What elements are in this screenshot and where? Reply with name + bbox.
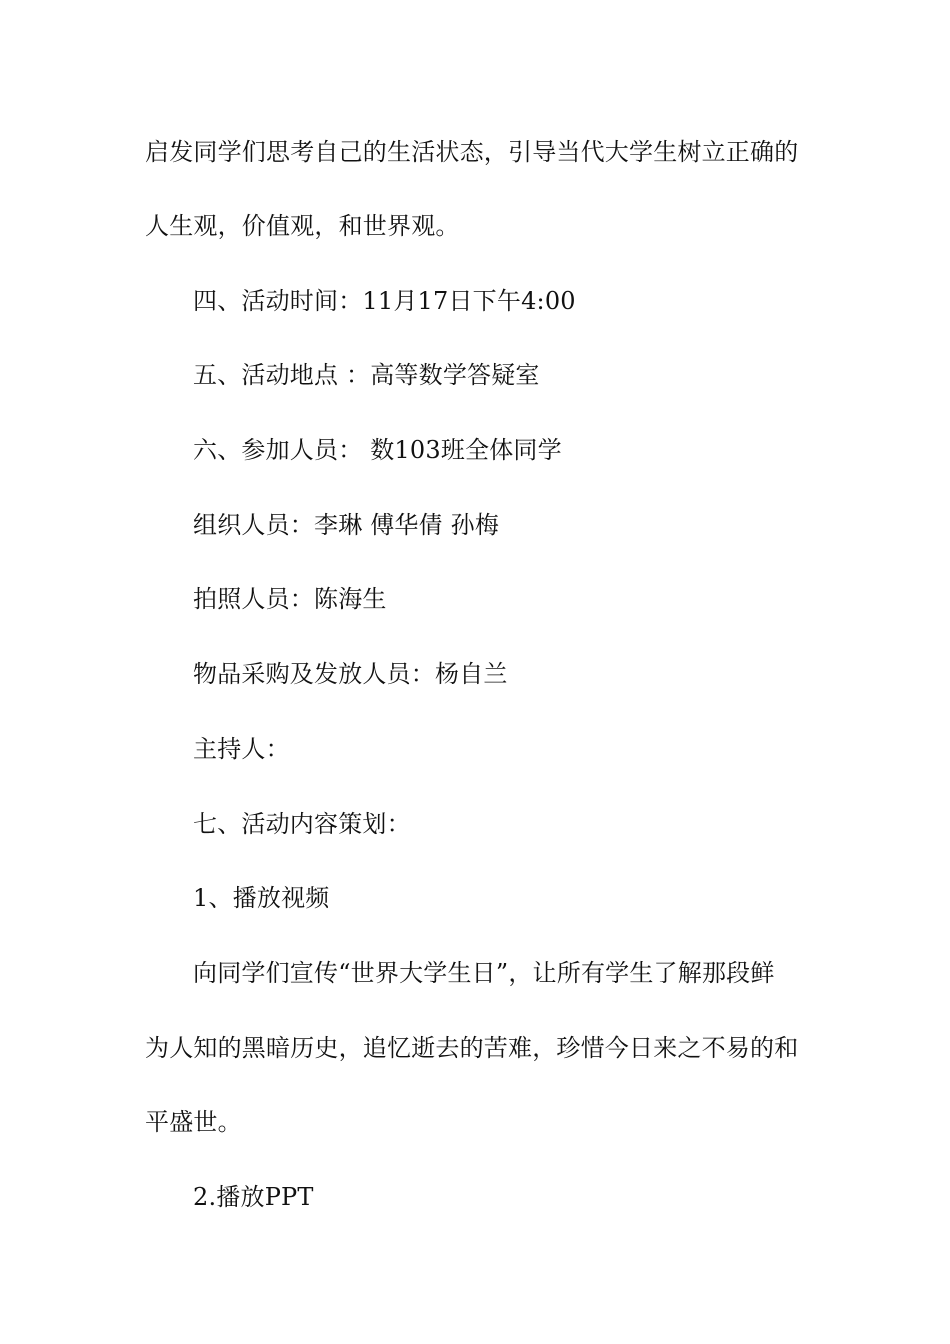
- paragraph-line: 启发同学们思考自己的生活状态，引导当代大学生树立正确的: [145, 138, 799, 166]
- list-item: 1、播放视频: [193, 884, 330, 912]
- paragraph-line: 向同学们宣传“世界大学生日”，让所有学生了解那段鲜: [193, 959, 775, 987]
- list-item: 2.播放PPT: [193, 1183, 314, 1211]
- paragraph-line: 平盛世。: [145, 1108, 242, 1136]
- section-heading: 七、活动内容策划：: [193, 810, 411, 838]
- host: 主持人：: [193, 735, 290, 763]
- participants: 六、参加人员： 数103班全体同学: [193, 436, 562, 464]
- activity-time: 四、活动时间：11月17日下午4:00: [193, 287, 576, 315]
- photographer: 拍照人员：陈海生: [193, 585, 387, 613]
- procurement-staff: 物品采购及发放人员：杨自兰: [193, 660, 508, 688]
- paragraph-line: 人生观，价值观，和世界观。: [145, 212, 460, 240]
- activity-location: 五、活动地点 ：高等数学答疑室: [193, 361, 540, 389]
- paragraph-line: 为人知的黑暗历史，追忆逝去的苦难，珍惜今日来之不易的和: [145, 1034, 799, 1062]
- organizers: 组织人员：李琳 傅华倩 孙梅: [193, 511, 500, 539]
